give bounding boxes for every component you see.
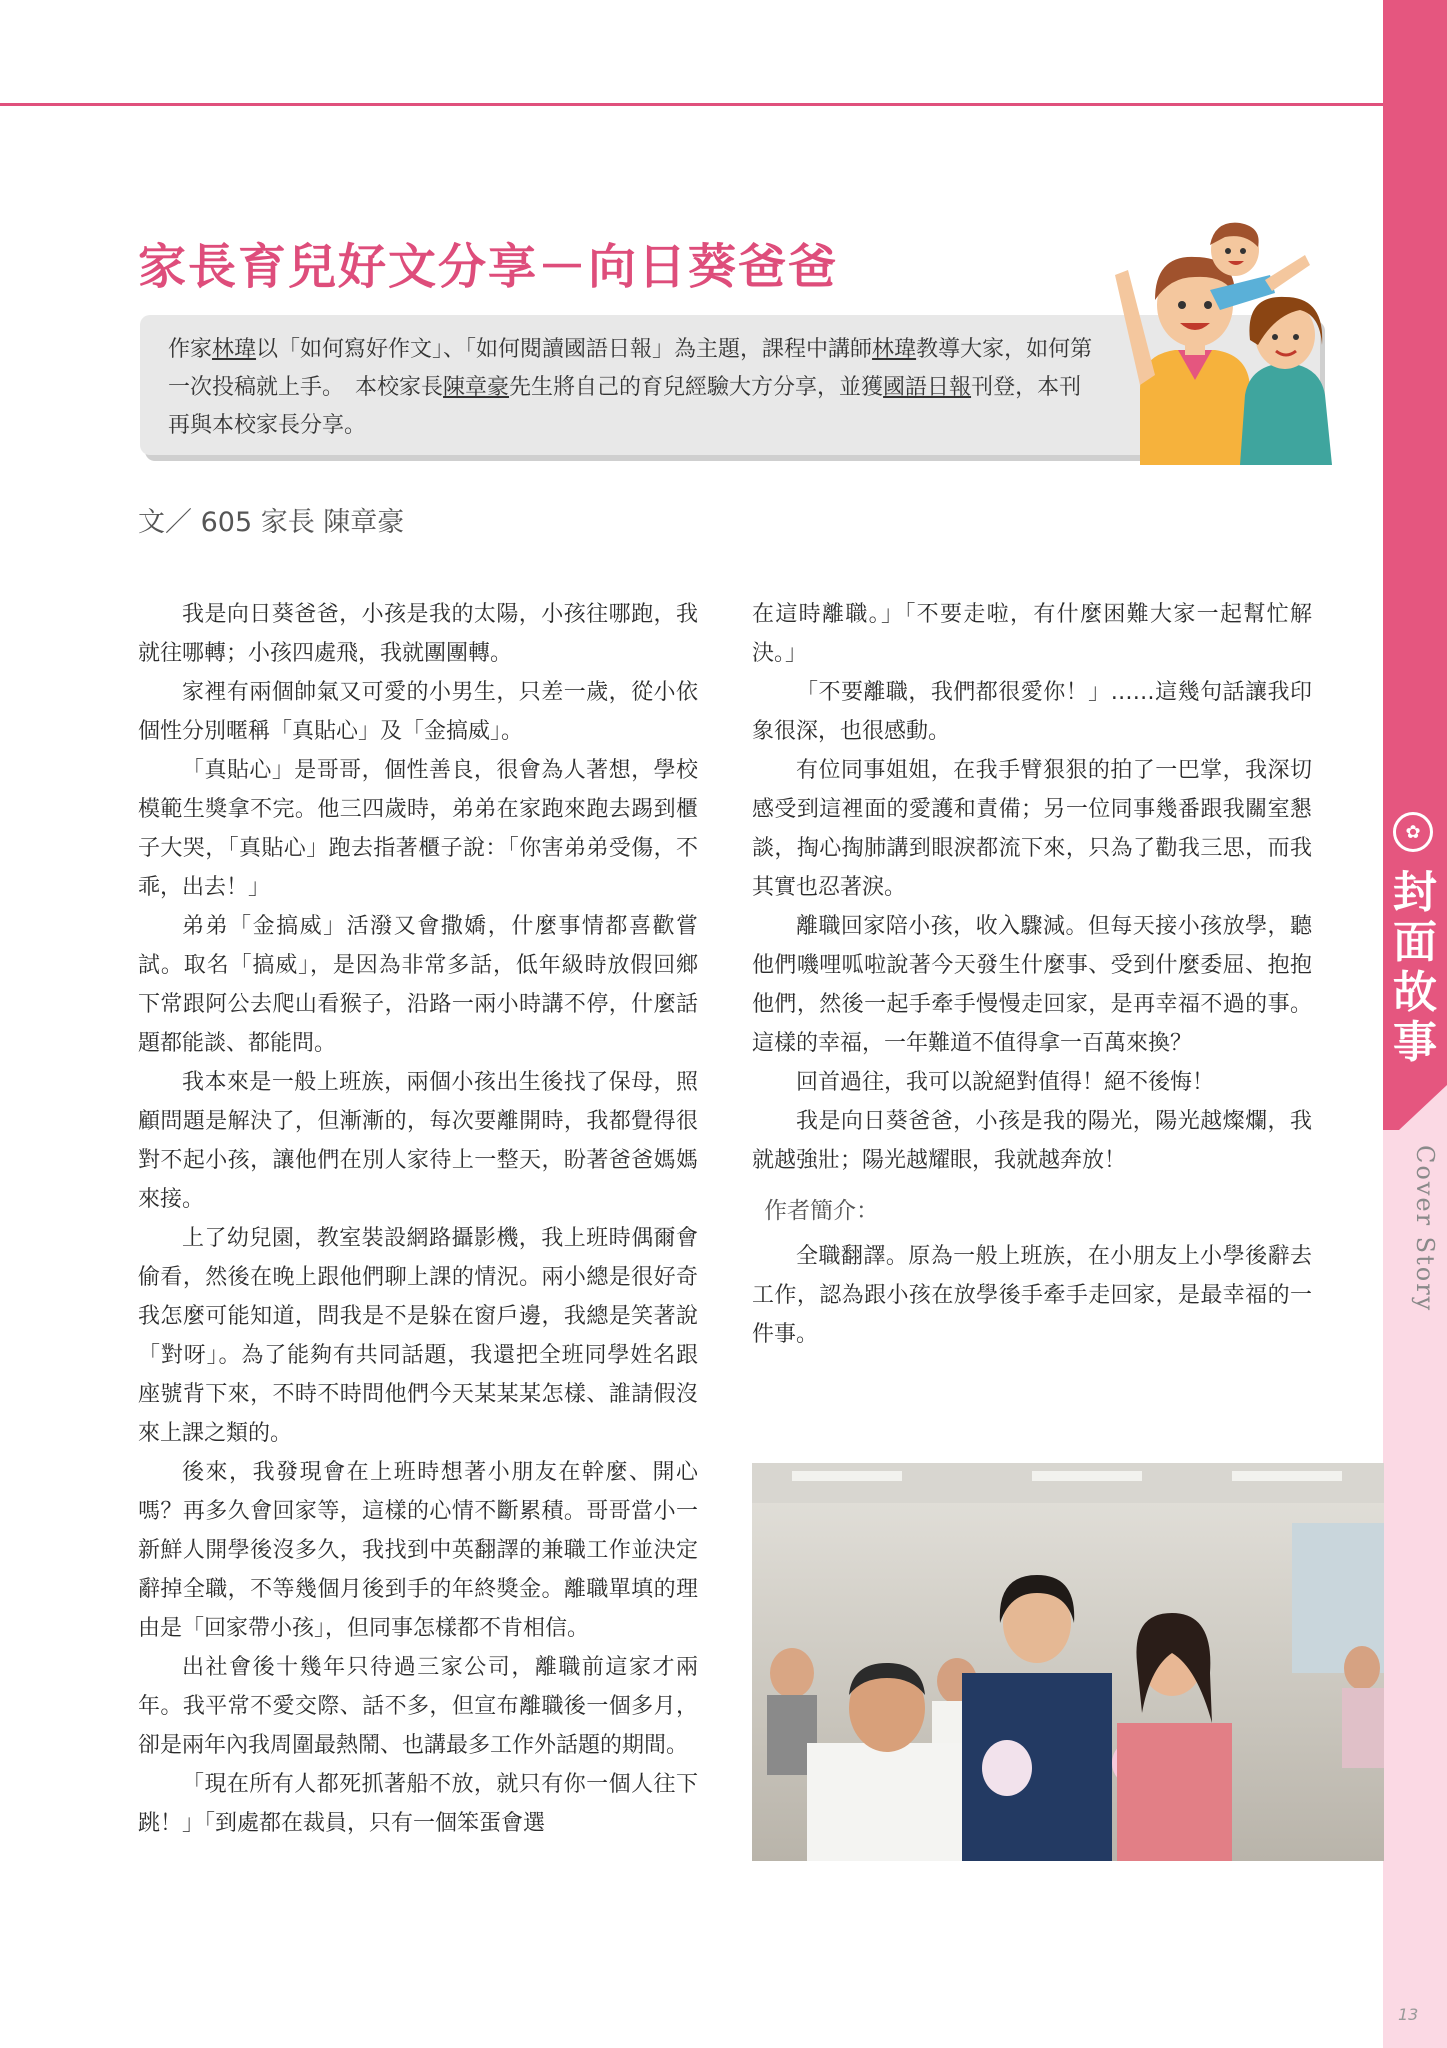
intro-segment: 刊登，本刊再與本校家長分享。: [168, 375, 1082, 438]
section-title-zh: [1383, 868, 1447, 1068]
paragraph: 「現在所有人都死抓著船不放，就只有你一個人往下跳！」「到處都在裁員，只有一個笨蛋會選: [138, 1772, 698, 1836]
paragraph: 我是向日葵爸爸，小孩是我的陽光，陽光越燦爛，我就越強壯；陽光越耀眼，我就越奔放！: [752, 1109, 1312, 1173]
intro-segment: 以「如何寫好作文」、「如何閱讀國語日報」為主題，課程中講師: [256, 337, 873, 362]
intro-prefix: 作家: [168, 337, 213, 362]
paragraph: 弟弟「金搞威」活潑又會撒嬌，什麼事情都喜歡嘗試。取名「搞威」，是因為非常多話，低年級時放假回鄉下常跟阿公去爬山看猴子，沿路一兩小時講不停，什麼話題都能談、都能問。: [138, 914, 698, 1056]
school-emblem-icon: ✿: [1393, 812, 1433, 852]
paragraph: 後來，我發現會在上班時想著小朋友在幹麼、開心嗎？再多久會回家等，這樣的心情不斷累積。哥哥當小一新鮮人開學後沒多久，我找到中英翻譯的兼職工作並決定辭掉全職，不等幾個月後到手的年終獎金。離職單填的理由是「回家帶小孩」，但同事怎樣都不肯相信。: [138, 1460, 698, 1641]
paragraph: 回首過往，我可以說絕對值得！絕不後悔！: [796, 1070, 1215, 1095]
author-name: 林瑋: [212, 337, 257, 362]
mother-figure: [1240, 297, 1332, 465]
section-char: 事: [1393, 1017, 1437, 1068]
family-illustration: [1100, 215, 1340, 465]
child-figure: [1210, 223, 1310, 310]
newspaper-name: 國語日報: [883, 375, 972, 400]
byline: 文／ 605 家長 陳章豪: [138, 507, 405, 538]
intro-text: [168, 331, 1098, 445]
page-number: 13: [1398, 2005, 1419, 2024]
sidebar-diagonal: [1383, 1085, 1447, 1145]
author-intro-heading: 作者簡介：: [764, 1198, 879, 1224]
intro-segment: 先生將自己的育兒經驗大方分享，並獲: [509, 375, 884, 400]
article-title: 家長育兒好文分享－向日葵爸爸: [138, 239, 839, 295]
article-column-left: [138, 595, 698, 1843]
paragraph: 我本來是一般上班族，兩個小孩出生後找了保母，照顧問題是解決了，但漸漸的，每次要離開時，我都覺得很對不起小孩，讓他們在別人家待上一整天，盼著爸爸媽媽來接。: [138, 1070, 698, 1212]
paragraph: 我是向日葵爸爸，小孩是我的太陽，小孩往哪跑，我就往哪轉；小孩四處飛，我就團團轉。: [138, 602, 698, 666]
header-rule: [0, 103, 1383, 106]
paragraph: 有位同事姐姐，在我手臂狠狠的拍了一巴掌，我深切感受到這裡面的愛護和責備；另一位同事幾番跟我關室懇談，掏心掏肺講到眼淚都流下來，只為了勸我三思，而我其實也忍著淚。: [752, 758, 1312, 900]
intro-segment: 教導大家，如何第一次投稿就上手。 本校家長: [168, 337, 1093, 400]
parent-name: 陳章豪: [443, 375, 510, 400]
author-intro-text: 全職翻譯。原為一般上班族，在小朋友上小學後辭去工作，認為跟小孩在放學後手牽手走回家，是最幸福的一件事。: [752, 1244, 1312, 1347]
paragraph: 出社會後十幾年只待過三家公司，離職前這家才兩年。我平常不愛交際、話不多，但宣布離職後一個多月，卻是兩年內我周圍最熱鬧、也講最多工作外話題的期間。: [138, 1655, 698, 1758]
group-photo: [752, 1463, 1384, 1861]
paragraph: 家裡有兩個帥氣又可愛的小男生，只差一歲，從小依個性分別暱稱「真貼心」及「金搞威」。: [138, 680, 698, 744]
paragraph: 「不要離職，我們都很愛你！」……這幾句話讓我印象很深，也很感動。: [752, 680, 1312, 744]
author-name: 林瑋: [872, 337, 917, 362]
section-title-en: Cover Story: [1411, 1145, 1439, 1313]
section-char: 面: [1393, 917, 1437, 968]
section-char: 故: [1393, 967, 1437, 1018]
article-column-right: [752, 595, 1312, 1354]
paragraph: 在這時離職。」「不要走啦，有什麼困難大家一起幫忙解決。」: [752, 602, 1312, 666]
section-char: 封: [1393, 867, 1437, 918]
paragraph: 離職回家陪小孩，收入驟減。但每天接小孩放學，聽他們嘰哩呱啦說著今天發生什麼事、受到什麼委屈、抱抱他們，然後一起手牽手慢慢走回家，是再幸福不過的事。這樣的幸福，一年難道不值得拿一百萬來換？: [752, 914, 1312, 1056]
paragraph: 上了幼兒園，教室裝設網路攝影機，我上班時偶爾會偷看，然後在晚上跟他們聊上課的情況。兩小總是很好奇我怎麼可能知道，問我是不是躲在窗戶邊，我總是笑著說「對呀」。為了能夠有共同話題，我還把全班同學姓名跟座號背下來，不時不時問他們今天某某某怎樣、誰請假沒來上課之類的。: [138, 1226, 698, 1446]
paragraph: 「真貼心」是哥哥，個性善良，很會為人著想，學校模範生獎拿不完。他三四歲時，弟弟在家跑來跑去踢到櫃子大哭，「真貼心」跑去指著櫃子說：「你害弟弟受傷，不乖，出去！」: [138, 758, 698, 900]
